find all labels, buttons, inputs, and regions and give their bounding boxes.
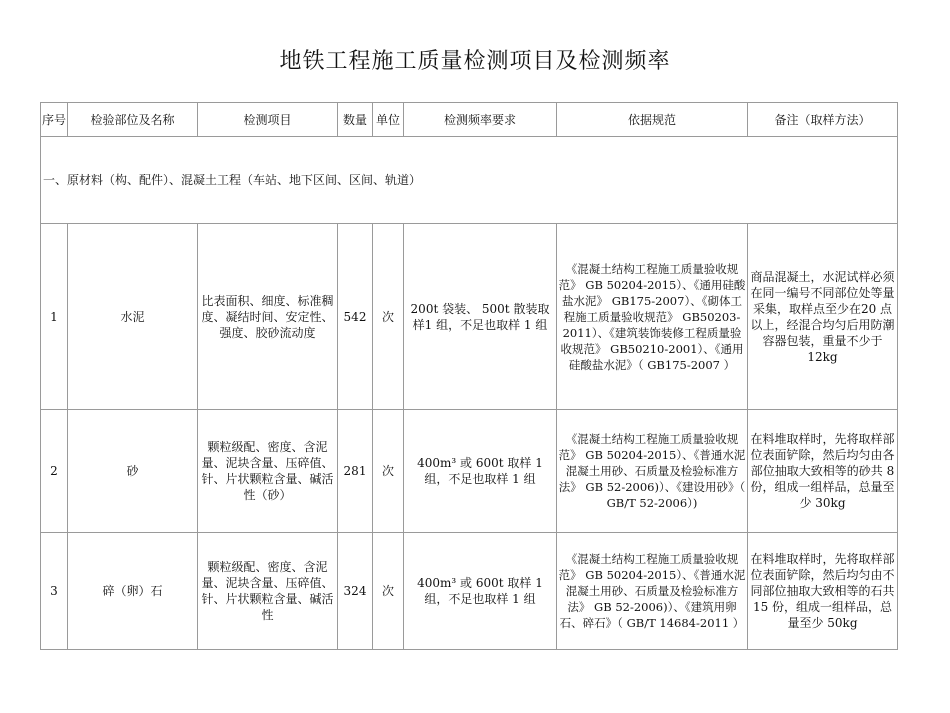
header-cell: 检验部位及名称 — [68, 103, 198, 137]
section-row — [41, 137, 898, 224]
material-name: 砂 — [68, 410, 198, 533]
test-items: 颗粒级配、密度、含泥量、泥块含量、压碎值、针、片状颗粒含量、碱活性 — [198, 533, 338, 650]
specification: 《混凝土结构工程施工质量验收规范》 GB 50204-2015）、《普通水泥混凝土用砂、石质量及检验标准方法》 GB 52-2006)）、《建筑用卵石、碎石》（ GB/T 14684-2011 ） — [557, 533, 748, 650]
table-row — [41, 410, 898, 533]
header-cell: 单位 — [373, 103, 404, 137]
row-number: 3 — [41, 533, 68, 650]
quantity: 281 — [338, 410, 373, 533]
section-heading: 一、原材料（构、配件）、混凝土工程（车站、地下区间、区间、轨道） — [41, 137, 898, 224]
test-items: 比表面积、细度、标准稠度、凝结时间、安定性、强度、胶砂流动度 — [198, 224, 338, 410]
table-row — [41, 533, 898, 650]
unit: 次 — [373, 410, 404, 533]
table-row — [41, 224, 898, 410]
header-cell: 备注（取样方法） — [748, 103, 898, 137]
material-name: 水泥 — [68, 224, 198, 410]
table-header-row — [41, 103, 898, 137]
unit: 次 — [373, 224, 404, 410]
sampling-note: 商品混凝土，水泥试样必须在同一编号不同部位处等量采集，取样点至少在20 点以上，经混合均匀后用防潮容器包装，重量不少于 12kg — [748, 224, 898, 410]
header-cell: 检测频率要求 — [404, 103, 557, 137]
sampling-note: 在料堆取样时，先将取样部位表面铲除，然后均匀由各部位抽取大致相等的砂共 8 份，组成一组样品，总量至少 30kg — [748, 410, 898, 533]
header-cell: 检测项目 — [198, 103, 338, 137]
quantity: 324 — [338, 533, 373, 650]
row-number: 2 — [41, 410, 68, 533]
frequency: 400m³ 或 600t 取样 1 组，不足也取样 1 组 — [404, 533, 557, 650]
quantity: 542 — [338, 224, 373, 410]
row-number: 1 — [41, 224, 68, 410]
frequency: 200t 袋装、 500t 散装取样1 组，不足也取样 1 组 — [404, 224, 557, 410]
header-cell: 序号 — [41, 103, 68, 137]
specification: 《混凝土结构工程施工质量验收规范》 GB 50204-2015）、《通用硅酸盐水泥》 GB175-2007）、《砌体工程施工质量验收规范》 GB50203-2011）、《建筑装饰装修工程质量验收规范》 GB50210-2001）、《通用硅酸盐水泥》（ GB175-2007 ） — [557, 224, 748, 410]
specification: 《混凝土结构工程施工质量验收规范》 GB 50204-2015）、《普通水泥混凝土用砂、石质量及检验标准方法》 GB 52-2006)）、《建设用砂》（ GB/T 52-2006）) — [557, 410, 748, 533]
page-title: 地铁工程施工质量检测项目及检测频率 — [279, 49, 671, 74]
test-items: 颗粒级配、密度、含泥量、泥块含量、压碎值、针、片状颗粒含量、碱活性（砂） — [198, 410, 338, 533]
header-cell: 依据规范 — [557, 103, 748, 137]
frequency: 400m³ 或 600t 取样 1 组，不足也取样 1 组 — [404, 410, 557, 533]
material-name: 碎（卵）石 — [68, 533, 198, 650]
unit: 次 — [373, 533, 404, 650]
inspection-table — [40, 102, 898, 650]
sampling-note: 在料堆取样时，先将取样部位表面铲除，然后均匀由不同部位抽取大致相等的石共 15 份，组成一组样品，总量至少 50kg — [748, 533, 898, 650]
header-cell: 数量 — [338, 103, 373, 137]
